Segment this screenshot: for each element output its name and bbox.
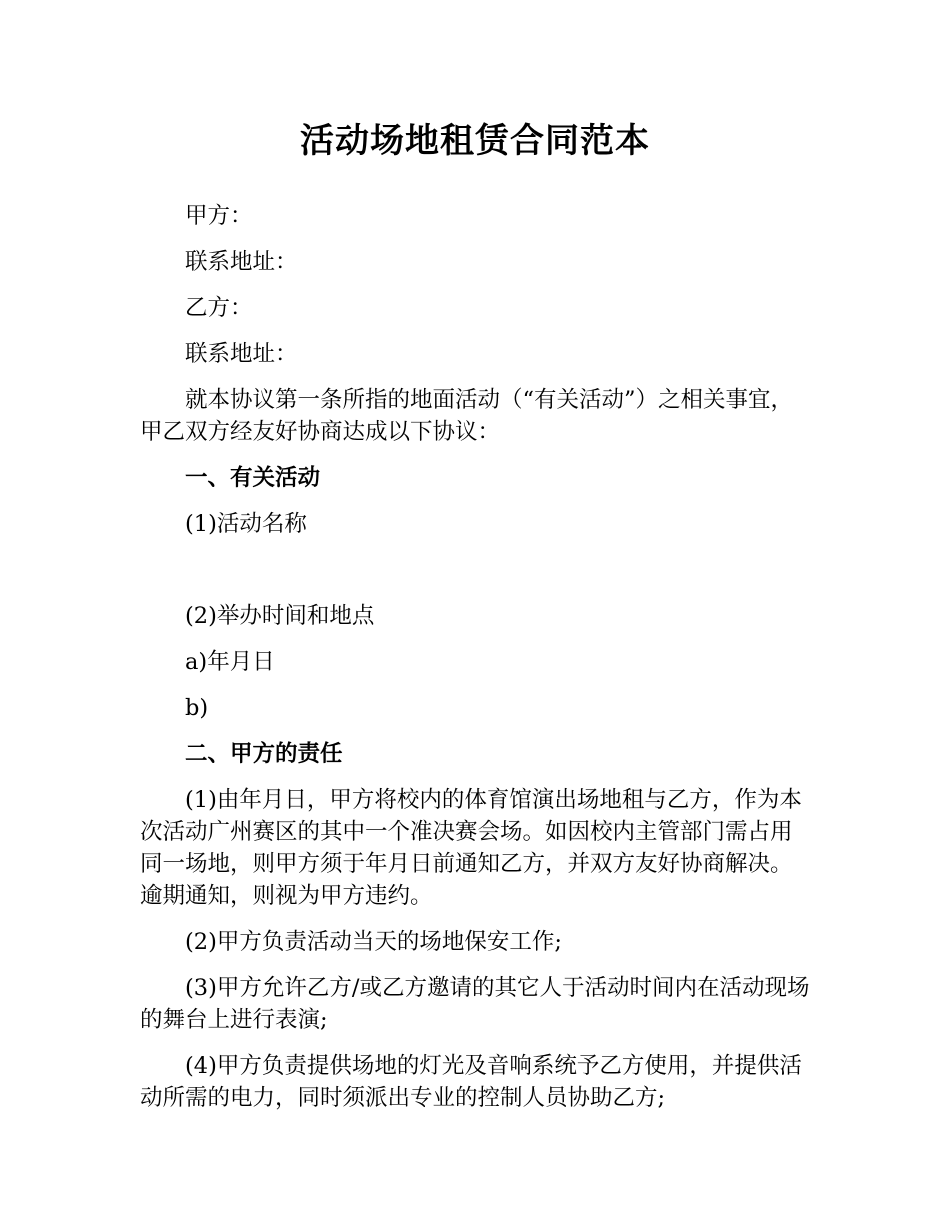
section-heading-activity: 一、有关活动 <box>185 465 321 491</box>
party-b-line: 乙方： <box>185 295 253 321</box>
activity-time-place-item: (2)举办时间和地点 <box>185 603 375 629</box>
activity-date-item: a)年月日 <box>185 649 275 675</box>
party-a-line: 甲方： <box>185 203 253 229</box>
party-b-address-line: 联系地址： <box>185 341 298 367</box>
intro-paragraph: 就本协议第一条所指的地面活动（“有关活动”）之相关事宜，甲乙双方经友好协商达成以下协议： <box>140 387 794 445</box>
activity-name-item: (1)活动名称 <box>185 511 307 537</box>
section-heading-party-a-duties: 二、甲方的责任 <box>185 741 343 767</box>
clause-3: (3)甲方允许乙方/或乙方邀请的其它人于活动时间内在活动现场的舞台上进行表演; <box>140 975 810 1033</box>
clause-1: (1)由年月日，甲方将校内的体育馆演出场地租与乙方，作为本次活动广州赛区的其中一个准决赛会场。如因校内主管部门需占用同一场地，则甲方须于年月日前通知乙方，并双方友好协商解决。逾期通知，则视为甲方违约。 <box>140 787 802 909</box>
party-a-address-line: 联系地址： <box>185 249 298 275</box>
clause-4: (4)甲方负责提供场地的灯光及音响系统予乙方使用，并提供活动所需的电力，同时须派出专业的控制人员协助乙方; <box>140 1053 802 1111</box>
document-body <box>140 200 810 1128</box>
activity-place-item: b) <box>185 695 209 721</box>
clause-2: (2)甲方负责活动当天的场地保安工作; <box>185 929 562 955</box>
document-title: 活动场地租赁合同范本 <box>300 121 650 161</box>
